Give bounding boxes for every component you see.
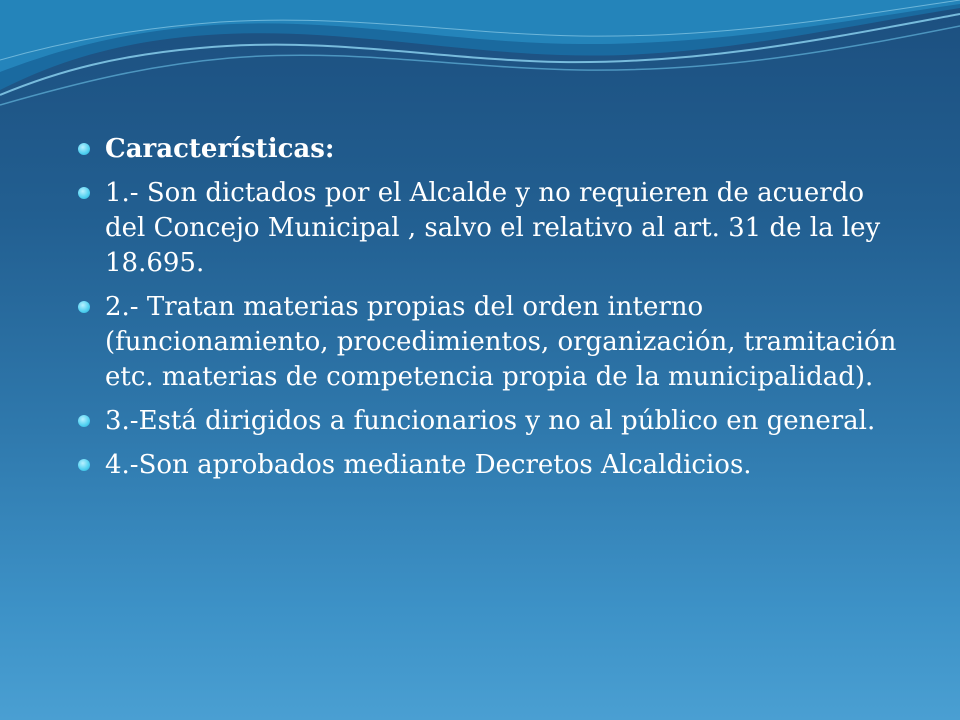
bullet-icon — [78, 459, 90, 471]
bullet-item — [78, 404, 908, 439]
bullet-text: Características: — [105, 134, 335, 164]
bullet-item — [78, 290, 908, 395]
wave-decoration — [0, 0, 960, 130]
bullet-icon — [78, 301, 90, 313]
bullet-icon — [78, 415, 90, 427]
content-area — [78, 132, 908, 492]
bullet-item-heading — [78, 132, 908, 167]
bullet-icon — [78, 187, 90, 199]
bullet-list — [78, 132, 908, 483]
bullet-text: 3.-Está dirigidos a funcionarios y no al público en general. — [105, 406, 876, 436]
bullet-text: 1.- Son dictados por el Alcalde y no requieren de acuerdo del Concejo Municipal , salvo el relativo al art. 31 de la ley 18.695. — [105, 178, 881, 278]
bullet-text: 2.- Tratan materias propias del orden interno (funcionamiento, procedimientos, organización, tramitación etc. materias de competencia propia de la municipalidad). — [105, 292, 897, 392]
bullet-item — [78, 448, 908, 483]
bullet-text: 4.-Son aprobados mediante Decretos Alcaldicios. — [105, 450, 752, 480]
bullet-icon — [78, 143, 90, 155]
bullet-item — [78, 176, 908, 281]
